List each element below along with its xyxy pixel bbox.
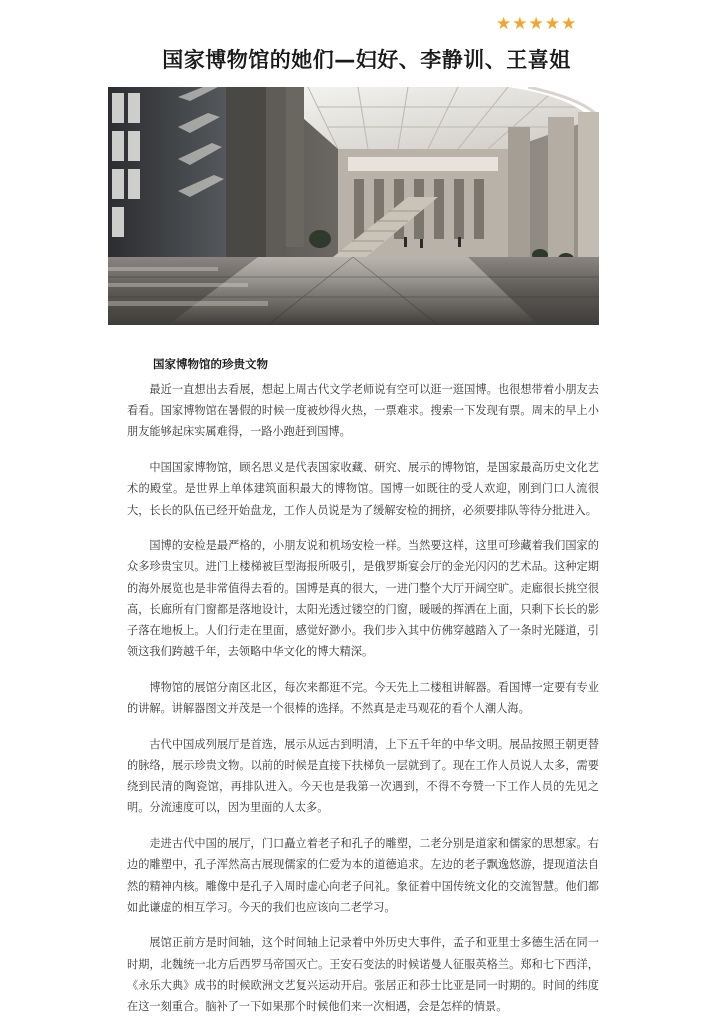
rating-stars: ★★★★★ xyxy=(496,14,578,34)
paragraph: 展馆正前方是时间轴，这个时间轴上记录着中外历史大事件，孟子和亚里士多德生活在同一时期，北魏统一北方后西罗马帝国灭亡。王安石变法的时候诺曼人征服英格兰。郑和七下西洋，《永乐大典》成书的时候欧洲文艺复兴运动开启。张居正和莎士比亚是同一时期的。时间的纬度在这一刻重合。脑补了一下如果那个时候他们来一次相遇，会是怎样的情景。 xyxy=(127,936,599,1014)
museum-hall-photo xyxy=(108,87,599,325)
page-title: 国家博物馆的她们—妇好、李静训、王喜姐 xyxy=(162,48,571,72)
paragraph: 博物馆的展馆分南区北区，每次来都逛不完。今天先上二楼租讲解器。看国博一定要有专业的讲解。讲解器图文并茂是一个很棒的选择。不然真是走马观花的看个人潮人海。 xyxy=(127,680,599,716)
paragraph: 古代中国成列展厅是首选，展示从远古到明清，上下五千年的中华文明。展品按照王朝更替的脉络，展示珍贵文物。以前的时候是直接下扶梯负一层就到了。现在工作人员说人太多，需要绕到民清的陶瓷馆，再排队进入。今天也是我第一次遇到，不得不夸赞一下工作人员的先见之明。分流速度可以，因为里面的人太多。 xyxy=(127,737,599,815)
paragraph: 中国国家博物馆，顾名思义是代表国家收藏、研究、展示的博物馆，是国家最高历史文化艺术的殿堂。是世界上单体建筑面积最大的博物馆。国博一如既往的受人欢迎，刚到门口人流很大，长长的队伍已经开始盘龙，工作人员说是为了缓解安检的拥挤，必须要排队等待分批进入。 xyxy=(127,461,599,517)
article-body xyxy=(127,379,599,1032)
paragraph: 最近一直想出去看展，想起上周古代文学老师说有空可以逛一逛国博。也很想带着小朋友去看看。国家博物馆在暑假的时候一度被炒得火热，一票难求。搜索一下发现有票。周末的早上小朋友能够起床实属难得，一路小跑赶到国博。 xyxy=(127,383,599,439)
paragraph: 国博的安检是最严格的，小朋友说和机场安检一样。当然要这样，这里可珍藏着我们国家的众多珍贵宝贝。进门上楼梯被巨型海报所吸引，是俄罗斯宴会厅的金光闪闪的艺术品。这种定期的海外展览也是非常值得去看的。国博是真的很大，一进门整个大厅开阔空旷。走廊很长挑空很高，长廊所有门窗都是落地设计，太阳光透过镂空的门窗，暖暖的挥洒在上面，只剩下长长的影子落在地板上。人们行走在里面，感觉好渺小。我们步入其中仿佛穿越踏入了一条时光隧道，引领这我们跨越千年，去领略中华文化的博大精深。 xyxy=(127,539,599,659)
section-heading: 国家博物馆的珍贵文物 xyxy=(153,357,268,371)
paragraph: 走进古代中国的展厅，门口矗立着老子和孔子的雕塑，二老分别是道家和儒家的思想家。右边的雕塑中，孔子浑然高古展现儒家的仁爱为本的道德追求。左边的老子飘逸悠游，提现道法自然的精神内核。雕像中是孔子入周时虚心向老子问礼。象征着中国传统文化的交流智慧。他们都如此谦虚的相互学习。今天的我们也应该向二老学习。 xyxy=(127,837,599,914)
